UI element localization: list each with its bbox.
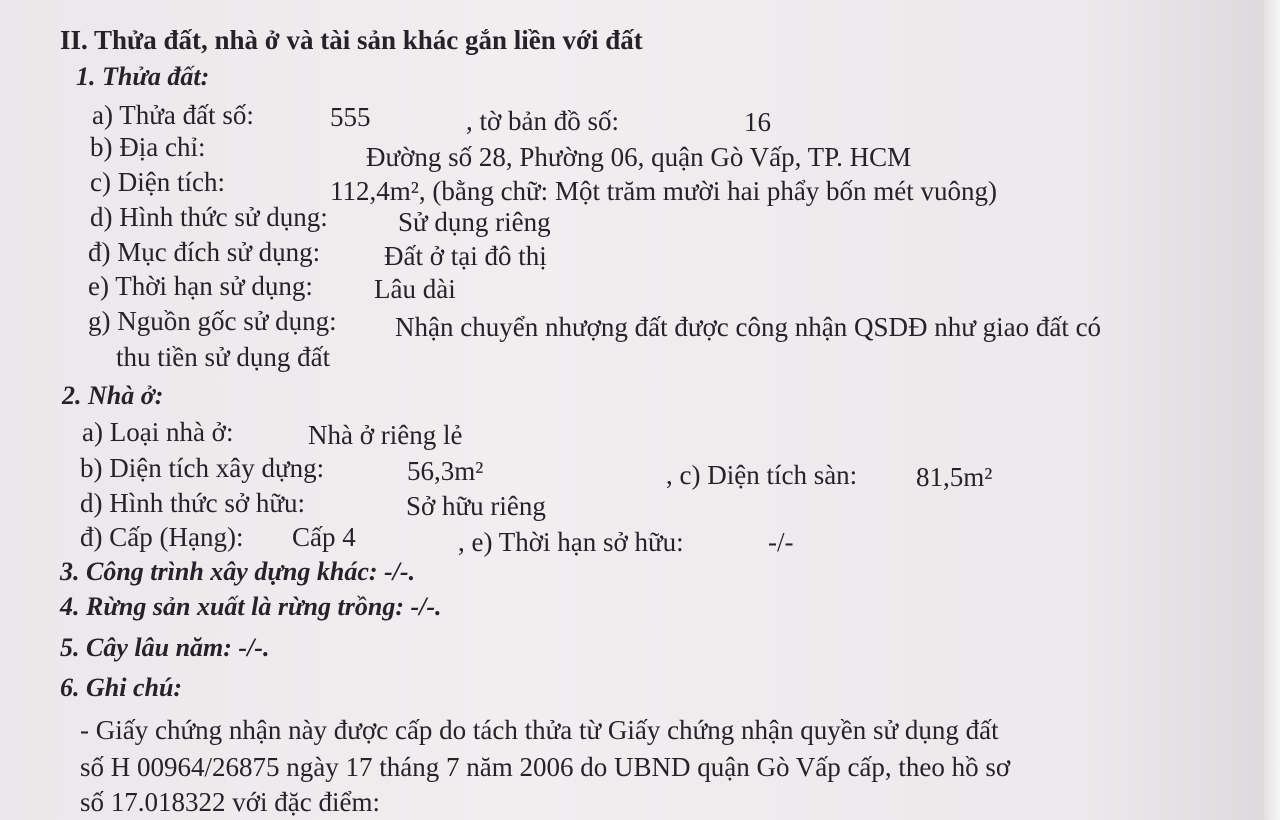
ownership-value: Sở hữu riêng bbox=[406, 491, 546, 521]
area-value: 112,4m², (bằng chữ: Một trăm mười hai phẩy bốn mét vuông) bbox=[330, 176, 998, 206]
notes-line2: số H 00964/26875 ngày 17 tháng 7 năm 2006 do UBND quận Gò Vấp cấp, theo hồ sơ bbox=[80, 752, 1011, 782]
ownership-label: d) Hình thức sở hữu: bbox=[80, 488, 306, 518]
notes-heading: 6. Ghi chú: bbox=[60, 673, 183, 702]
grade-label: đ) Cấp (Hạng): bbox=[80, 522, 244, 552]
build-area-value: 56,3m² bbox=[407, 456, 484, 486]
grade-value: Cấp 4 bbox=[292, 522, 356, 552]
address-label: b) Địa chỉ: bbox=[90, 132, 206, 162]
perennial-line: 5. Cây lâu năm: -/-. bbox=[60, 633, 270, 662]
parcel-number: 555 bbox=[330, 102, 371, 132]
notes-line3: số 17.018322 với đặc điểm: bbox=[80, 787, 380, 817]
origin-label: g) Nguồn gốc sử dụng: bbox=[88, 306, 337, 336]
area-label: c) Diện tích: bbox=[90, 167, 225, 197]
floor-area-value: 81,5m² bbox=[916, 462, 993, 492]
purpose-value: Đất ở tại đô thị bbox=[384, 241, 547, 271]
house-type-label: a) Loại nhà ở: bbox=[82, 417, 234, 447]
other-works-line: 3. Công trình xây dựng khác: -/-. bbox=[60, 557, 416, 586]
map-sheet-number: 16 bbox=[744, 107, 771, 137]
term-value: Lâu dài bbox=[374, 274, 456, 304]
notes-line1: - Giấy chứng nhận này được cấp do tách thửa từ Giấy chứng nhận quyền sử dụng đất bbox=[80, 715, 999, 745]
paper-edge bbox=[1264, 0, 1280, 820]
map-sheet-label: , tờ bản đồ số: bbox=[466, 106, 620, 136]
section-title: II. Thửa đất, nhà ở và tài sản khác gắn liền với đất bbox=[60, 25, 643, 55]
use-form-value: Sử dụng riêng bbox=[398, 207, 551, 237]
house-type-value: Nhà ở riêng lẻ bbox=[308, 420, 463, 450]
house-heading: 2. Nhà ở: bbox=[62, 381, 164, 410]
use-form-label: d) Hình thức sử dụng: bbox=[90, 202, 328, 232]
purpose-label: đ) Mục đích sử dụng: bbox=[88, 237, 321, 267]
address-value: Đường số 28, Phường 06, quận Gò Vấp, TP. HCM bbox=[366, 142, 912, 172]
land-heading: 1. Thửa đất: bbox=[76, 62, 210, 91]
floor-area-label: , c) Diện tích sàn: bbox=[666, 460, 858, 490]
build-area-label: b) Diện tích xây dựng: bbox=[80, 453, 325, 483]
origin-value-line1: Nhận chuyển nhượng đất được công nhận QSDĐ như giao đất có bbox=[395, 312, 1102, 342]
origin-value-line2: thu tiền sử dụng đất bbox=[116, 342, 331, 372]
ownership-term-label: , e) Thời hạn sở hữu: bbox=[458, 527, 684, 557]
term-label: e) Thời hạn sử dụng: bbox=[88, 271, 313, 301]
parcel-label: a) Thửa đất số: bbox=[92, 100, 254, 130]
forest-line: 4. Rừng sản xuất là rừng trồng: -/-. bbox=[60, 592, 442, 621]
ownership-term-value: -/- bbox=[768, 527, 794, 557]
